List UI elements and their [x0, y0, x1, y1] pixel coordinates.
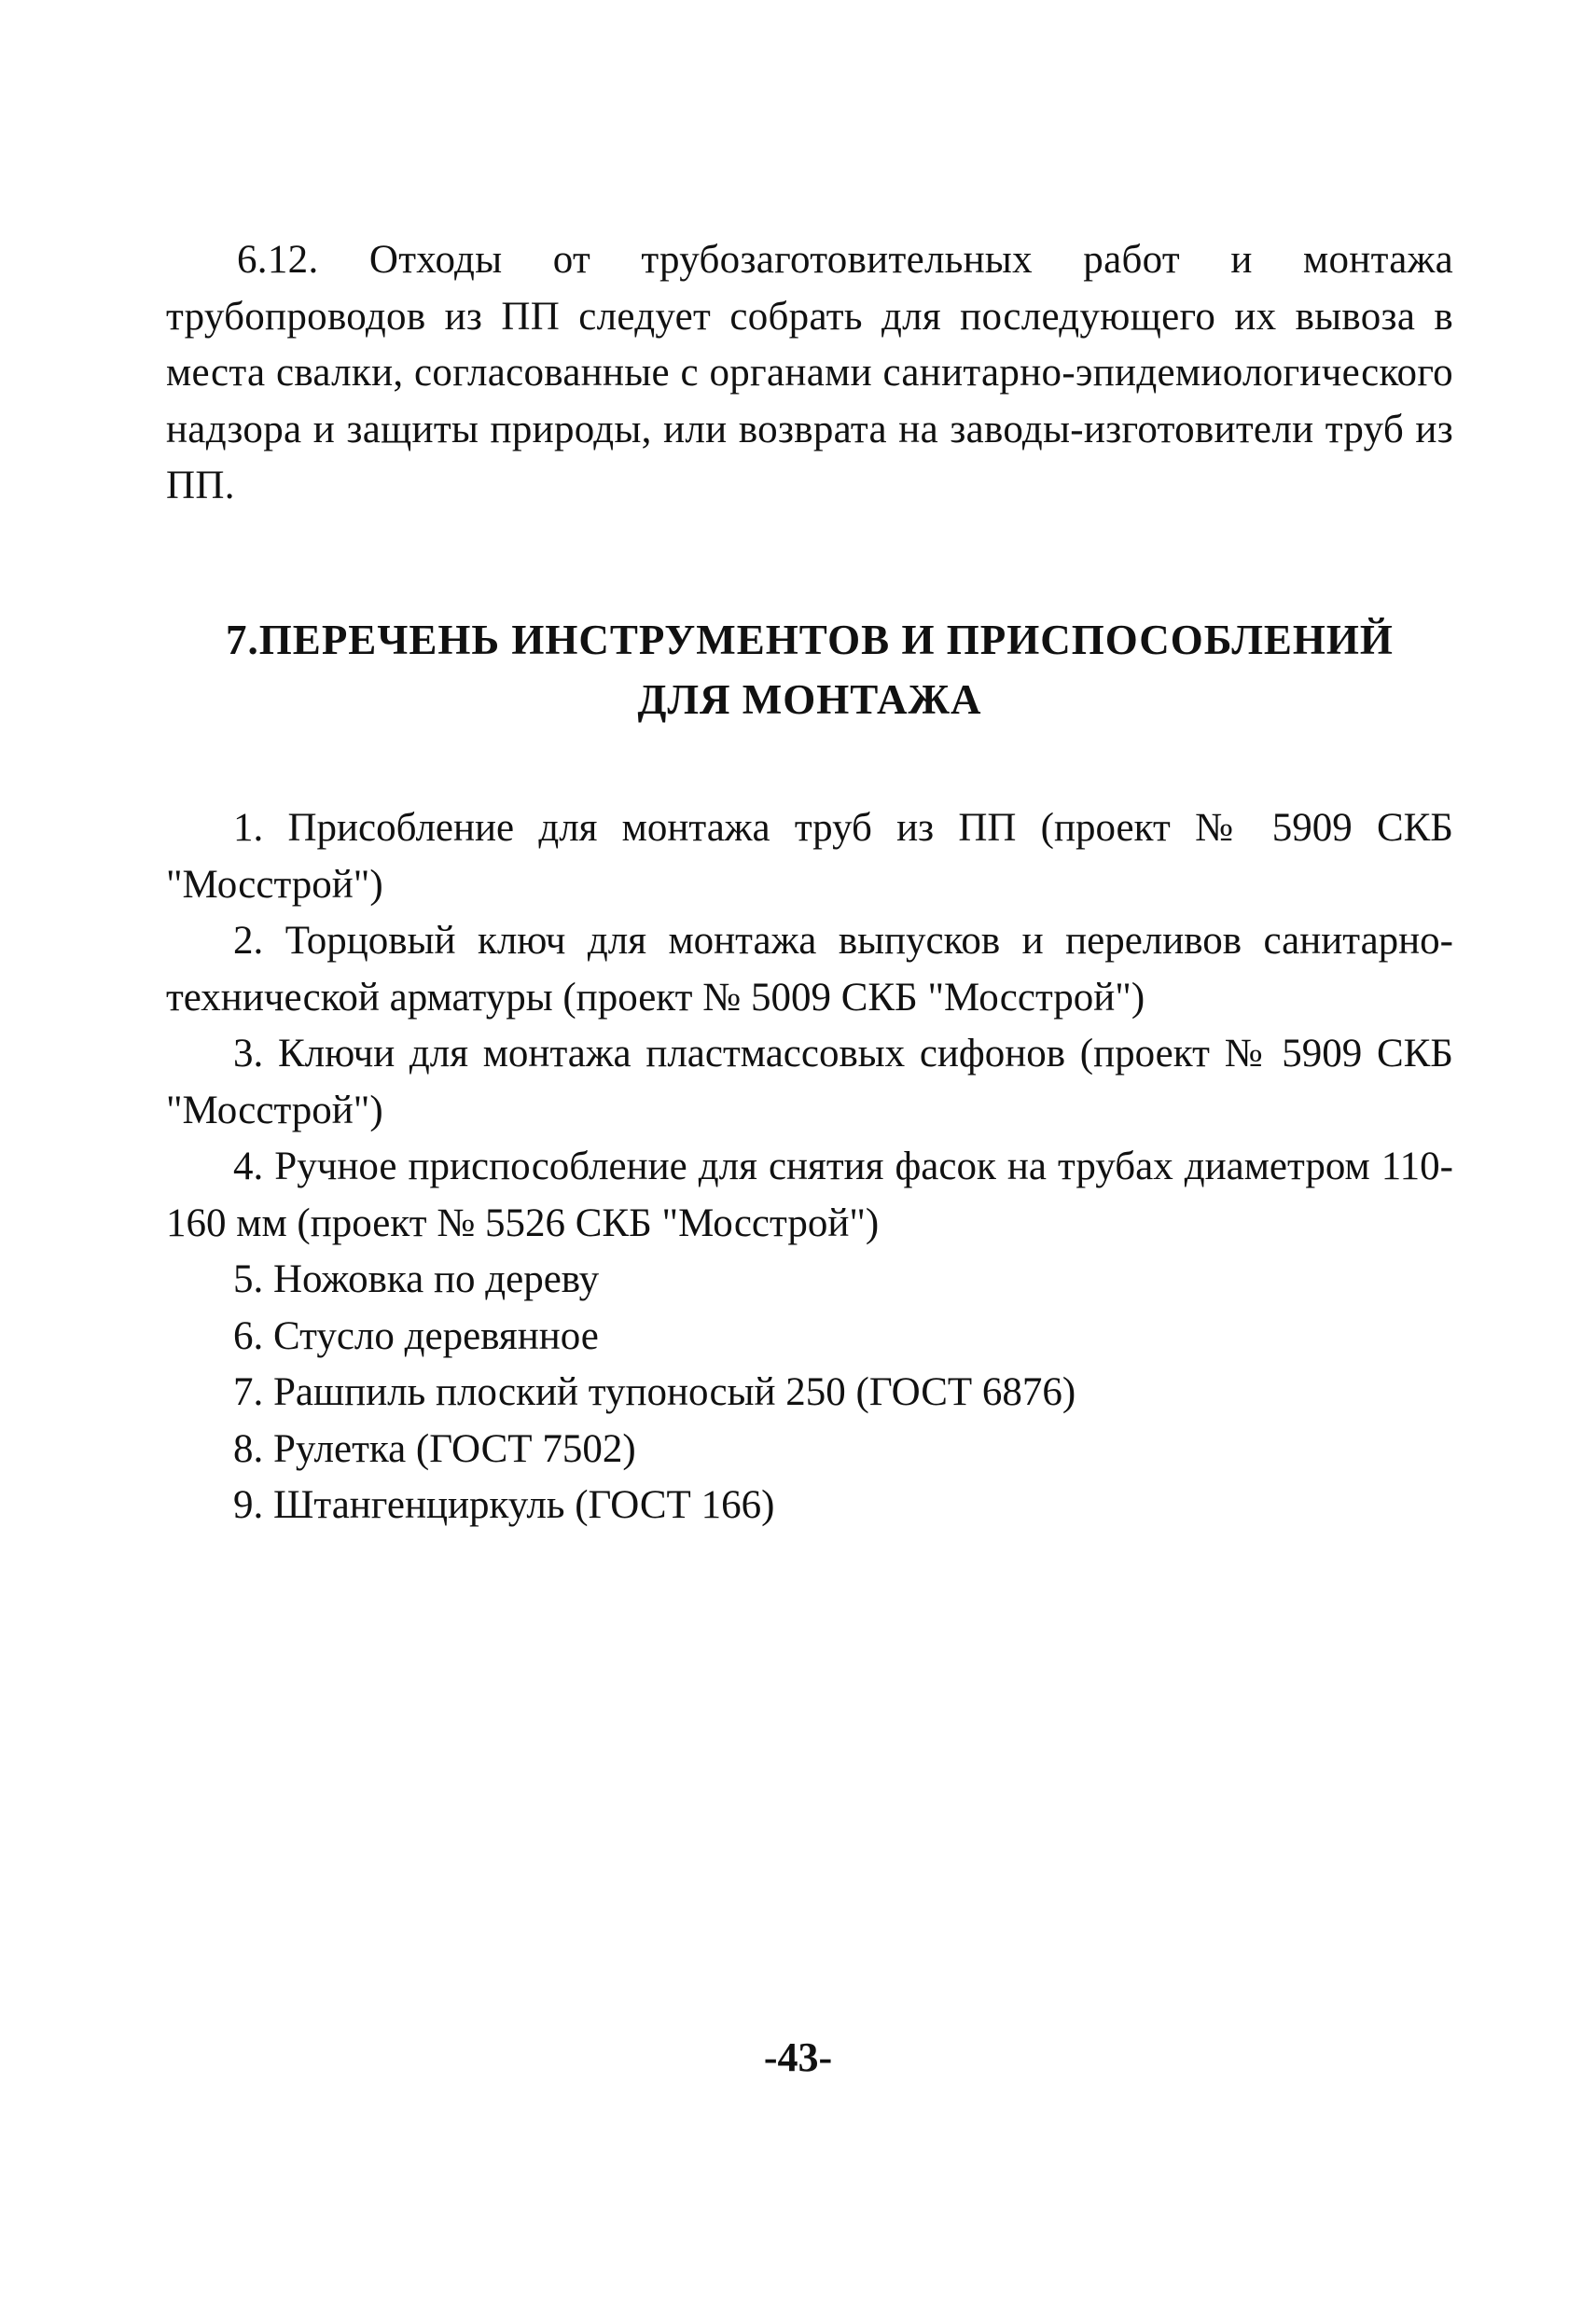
list-item: 2. Торцовый ключ для монтажа выпусков и переливов санитарно-технической арматуры (проект № 5009 СКБ "Мосстрой") [166, 919, 1453, 1020]
list-item: 4. Ручное приспособление для снятия фасок на трубах диаметром 110-160 мм (проект № 5526 СКБ "Мосстрой") [166, 1145, 1453, 1245]
page-number: -43- [763, 2034, 833, 2080]
section-heading-line-1: 7.ПЕРЕЧЕНЬ ИНСТРУМЕНТОВ И ПРИСПОСОБЛЕНИЙ [226, 617, 1394, 664]
list-item: 1. Присобление для монтажа труб из ПП (проект № 5909 СКБ "Мосстрой") [166, 806, 1453, 907]
list-item: 8. Рулетка (ГОСТ 7502) [233, 1426, 636, 1471]
section-heading [166, 610, 1453, 729]
tools-list [166, 800, 1453, 1534]
list-item: 9. Штангенциркуль (ГОСТ 166) [233, 1483, 775, 1527]
list-item: 3. Ключи для монтажа пластмассовых сифонов (проект № 5909 СКБ "Мосстрой") [166, 1032, 1453, 1132]
list-item: 6. Стусло деревянное [233, 1313, 599, 1358]
list-item: 7. Рашпиль плоский тупоносый 250 (ГОСТ 6876) [233, 1370, 1076, 1414]
paragraph-6-12: 6.12. Отходы от трубозаготовительных работ и монтажа трубопроводов из ПП следует собрать для последующего их вывоза в места свалки, согласованные с органами санитарно-эпидемиологического надзора и защиты природы, или возврата на заводы-изготовители труб из ПП. [166, 238, 1453, 507]
list-item: 5. Ножовка по дереву [233, 1257, 600, 1301]
section-heading-line-2: ДЛЯ МОНТАЖА [637, 676, 982, 724]
